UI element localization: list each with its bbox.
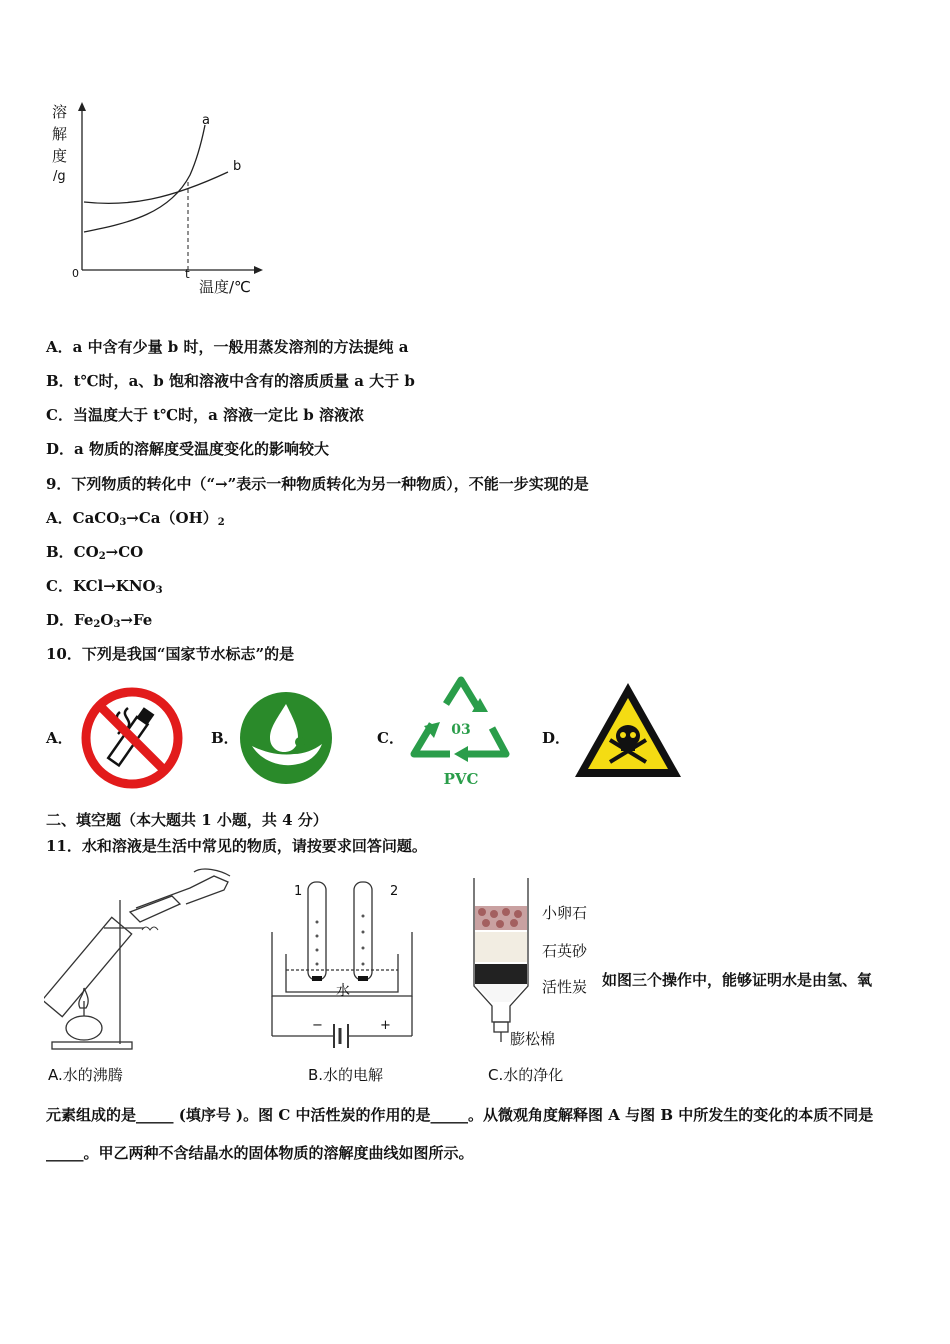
q10-stem: 10．下列是我国“国家节水标志”的是 — [46, 645, 295, 663]
water-saving-sign — [238, 690, 334, 790]
y-label-3: 度 — [52, 147, 68, 165]
y-label-1: 溶 — [52, 103, 68, 121]
q8-option-a: A．a 中含有少量 b 时，一般用蒸发溶剂的方法提纯 a — [46, 338, 409, 356]
q9-d-sub2: 3 — [113, 619, 121, 630]
x-axis-arrow — [254, 266, 263, 274]
q9-a-sub2: 2 — [217, 517, 225, 528]
q9-d-text1: D．Fe — [46, 611, 94, 629]
water-filter-icon — [470, 876, 540, 1046]
q9-a-text2: →Ca（OH） — [126, 509, 218, 527]
recycle-icon — [406, 672, 516, 768]
recycle-code: PVC — [443, 770, 479, 788]
q9-option-c — [46, 575, 163, 596]
tube-1-label: 1 — [294, 884, 303, 899]
no-smoking-icon — [80, 686, 184, 790]
q9-c-text1: C．KCl→KNO — [46, 577, 156, 595]
y-label-2: 解 — [52, 125, 68, 143]
q9-stem: 9．下列物质的转化中（“→”表示一种物质转化为另一种物质），不能一步实现的是 — [46, 475, 589, 493]
figure-c-purification — [470, 876, 605, 1091]
curve-b — [84, 172, 228, 203]
q11-paragraph: 元素组成的是_____ (填序号 )。图 C 中活性炭的作用的是_____。从微观角度解释图 A 与图 B 中所发生的变化的本质不同是_____。甲乙两种不含结晶水的固体物质的溶解度曲线如图所示。 — [46, 1106, 874, 1162]
q9-a-text1: A．CaCO — [46, 509, 120, 527]
section-heading: 二、填空题（本大题共 1 小题，共 4 分） — [46, 811, 328, 829]
solubility-graph — [40, 95, 270, 300]
q8-option-c: C．当温度大于 t℃时，a 溶液一定比 b 溶液浓 — [46, 406, 364, 424]
q9-d-sub1: 2 — [93, 619, 101, 630]
t-label: t — [185, 267, 190, 281]
figure-a-boiling — [44, 868, 234, 1088]
q9-option-a — [46, 507, 225, 528]
q9-a-sub1: 3 — [119, 517, 127, 528]
q10-label-a: A． — [46, 729, 73, 747]
origin-label: 0 — [72, 267, 79, 280]
recycle-number: 03 — [451, 722, 471, 738]
layer-pebbles-label: 小卵石 — [542, 904, 588, 922]
figure-b-caption: B.水的电解 — [308, 1066, 384, 1084]
q11-stem: 11．水和溶液是生活中常见的物质，请按要求回答问题。 — [46, 837, 427, 855]
figure-a-caption: A.水的沸腾 — [48, 1066, 123, 1084]
q10-label-d: D． — [542, 729, 571, 747]
q8-option-b: B．t℃时，a、b 饱和溶液中含有的溶质质量 a 大于 b — [46, 372, 415, 390]
electrolysis-apparatus-icon — [268, 872, 418, 1052]
q9-option-d — [46, 609, 152, 630]
q9-b-sub1: 2 — [98, 551, 106, 562]
q9-b-text2: →CO — [105, 543, 144, 561]
q10-label-c: C． — [377, 729, 404, 747]
plus-label: + — [380, 1018, 391, 1033]
water-drop-icon — [238, 690, 334, 786]
layer-quartz-sand-label: 石英砂 — [542, 942, 588, 960]
q10-label-b: B． — [211, 729, 239, 747]
water-label: 水 — [336, 983, 350, 999]
skull-icon — [572, 680, 684, 780]
toxic-sign — [572, 680, 684, 784]
q9-c-sub1: 3 — [155, 585, 163, 596]
y-axis-arrow — [78, 102, 86, 111]
no-smoking-sign — [80, 686, 184, 794]
q8-option-d: D．a 物质的溶解度受温度变化的影响较大 — [46, 440, 329, 458]
curve-a — [84, 125, 205, 232]
q9-b-text1: B．CO — [46, 543, 99, 561]
q9-d-text3: →Fe — [120, 611, 153, 629]
tube-2-label: 2 — [390, 884, 399, 899]
boiling-apparatus-icon — [44, 868, 234, 1058]
minus-label: − — [312, 1018, 323, 1033]
q9-d-text2: O — [100, 611, 114, 629]
recycle-sign — [406, 672, 516, 792]
layer-cotton-label: 膨松棉 — [510, 1030, 556, 1048]
layer-activated-carbon-label: 活性炭 — [542, 978, 588, 996]
x-axis-label: 温度/℃ — [199, 278, 251, 296]
figure-b-electrolysis — [268, 872, 418, 1092]
y-label-4: /g — [53, 169, 66, 184]
curve-a-label: a — [202, 113, 210, 128]
q11-inline-text: 如图三个操作中，能够证明水是由氢、氧 — [602, 971, 873, 989]
curve-b-label: b — [233, 159, 242, 174]
q9-option-b — [46, 541, 143, 562]
figure-c-caption: C.水的净化 — [488, 1066, 564, 1084]
